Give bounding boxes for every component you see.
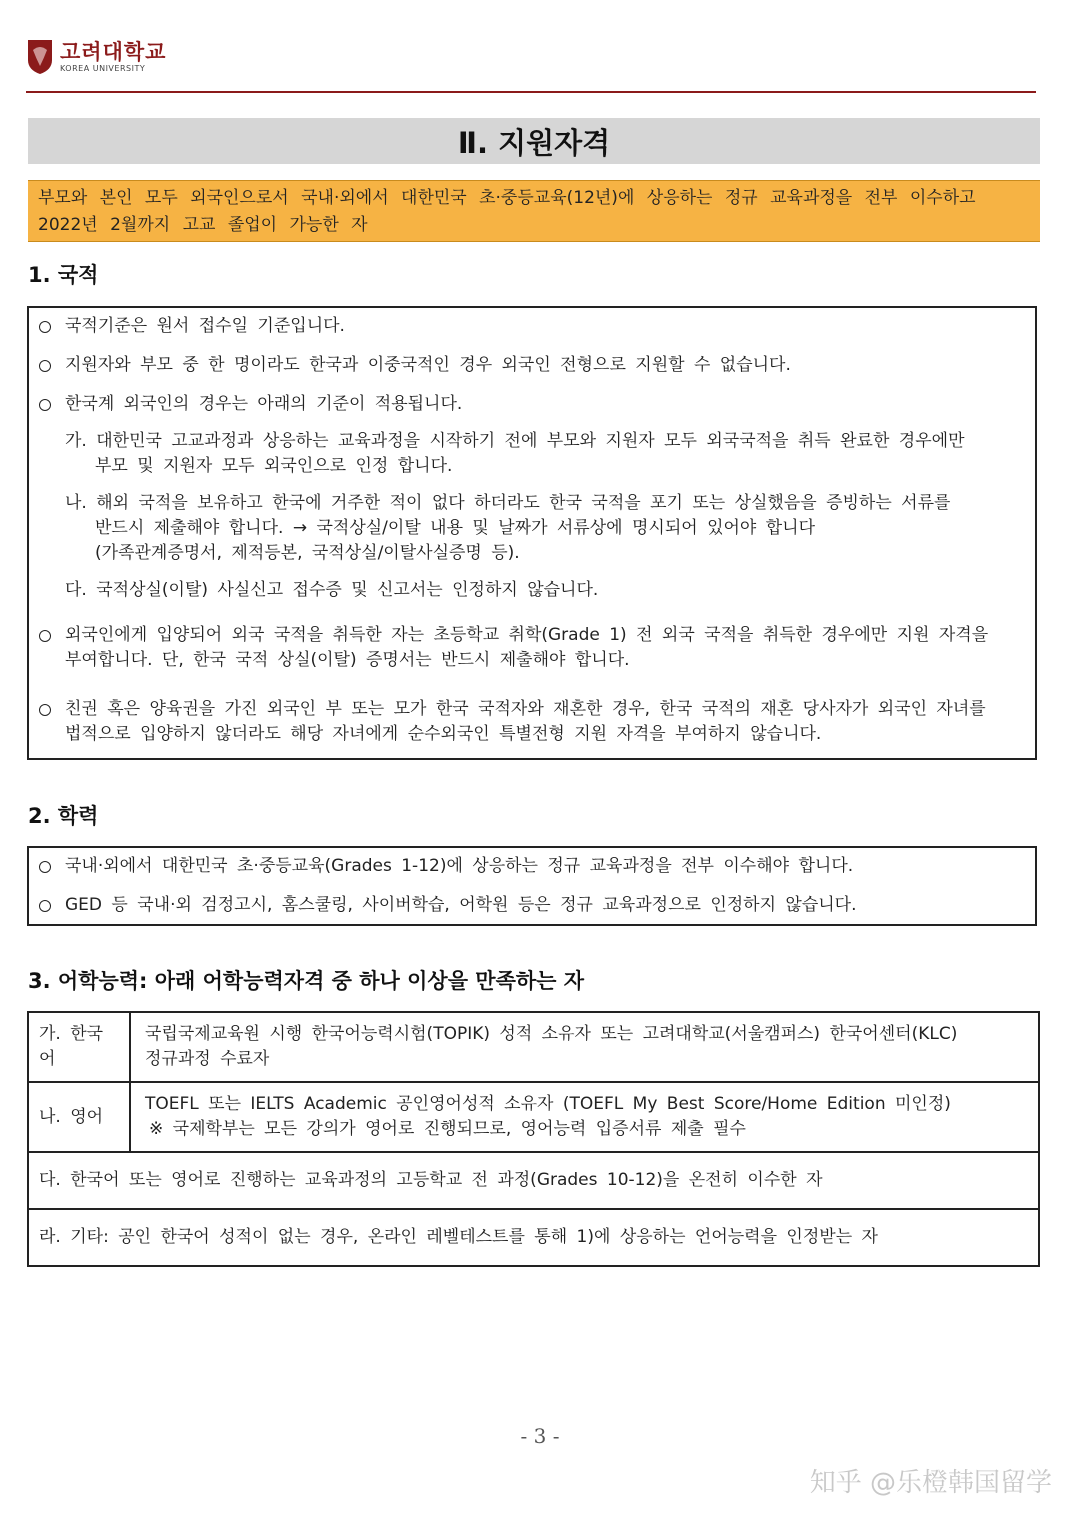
page-number: - 3 - xyxy=(520,1424,560,1448)
circle-bullet-icon xyxy=(39,861,51,873)
row-content: TOEFL 또는 IELTS Academic 공인영어성적 소유자 (TOEFL My Best Score/Home Edition 미인정) ※ 국제학부는 모든 강의가 영어로 진행되므로, 영어능력 입증서류 제출 필수 xyxy=(130,1082,1039,1152)
row-content: 라. 기타: 공인 한국어 성적이 없는 경우, 온라인 레벨테스트를 통해 1)에 상응하는 언어능력을 인정받는 자 xyxy=(28,1209,1039,1266)
table-row xyxy=(28,1209,1039,1266)
circle-bullet-icon xyxy=(39,630,51,642)
eligibility-summary-box xyxy=(28,180,1040,242)
list-item: 외국인에게 입양되어 외국 국적을 취득한 자는 초등학교 취학(Grade 1) 전 외국 국적을 취득한 경우에만 지원 자격을 부여합니다. 단, 한국 국적 상실(이탈) 증명서는 반드시 제출해야 합니다. xyxy=(39,623,1021,673)
sub-item-da: 다. 국적상실(이탈) 사실신고 접수증 및 신고서는 인정하지 않습니다. xyxy=(65,580,599,600)
section-2-heading: 2. 학력 xyxy=(28,804,99,828)
row-label: 가. 한국어 xyxy=(28,1012,130,1082)
table-row xyxy=(28,1082,1039,1152)
watermark-text: 知乎 @乐橙韩国留学 xyxy=(809,1468,1052,1498)
circle-bullet-icon xyxy=(39,321,51,333)
table-row xyxy=(28,1012,1039,1082)
tiger-crest-icon xyxy=(26,38,54,76)
sub-item-ga: 가. 대한민국 고교과정과 상응하는 교육과정을 시작하기 전에 부모와 지원자 모두 외국국적을 취득 완료한 경우에만 부모 및 지원자 모두 외국인으로 인정 합니다. xyxy=(65,431,965,476)
section-title-bar xyxy=(28,118,1040,164)
circle-bullet-icon xyxy=(39,704,51,716)
summary-line-1: 부모와 본인 모두 외국인으로서 국내·외에서 대한민국 초·중등교육(12년)에 상응하는 정규 교육과정을 전부 이수하고 xyxy=(38,188,976,208)
summary-line-2: 2022년 2월까지 고교 졸업이 가능한 자 xyxy=(38,215,368,235)
logo-korean-name: 고려대학교 xyxy=(60,40,167,64)
page-title: Ⅱ. 지원자격 xyxy=(457,125,611,160)
section-1-heading: 1. 국적 xyxy=(28,263,99,287)
row-content: 국립국제교육원 시행 한국어능력시험(TOPIK) 성적 소유자 또는 고려대학교(서울캠퍼스) 한국어센터(KLC) 정규과정 수료자 xyxy=(130,1012,1039,1082)
row-content: 다. 한국어 또는 영어로 진행하는 교육과정의 고등학교 전 과정(Grades 10-12)을 온전히 이수한 자 xyxy=(28,1152,1039,1209)
list-item: 친권 혹은 양육권을 가진 외국인 부 또는 모가 한국 국적자와 재혼한 경우, 한국 국적의 재혼 당사자가 외국인 자녀를 법적으로 입양하지 않더라도 해당 자녀에게 순수외국인 특별전형 지원 자격을 부여하지 않습니다. xyxy=(39,697,1021,747)
list-item: 국내·외에서 대한민국 초·중등교육(Grades 1-12)에 상응하는 정규 교육과정을 전부 이수해야 합니다. xyxy=(39,854,1021,879)
university-logo xyxy=(26,38,166,76)
logo-english-name: KOREA UNIVERSITY xyxy=(60,64,146,73)
table-row xyxy=(28,1152,1039,1209)
circle-bullet-icon xyxy=(39,900,51,912)
list-item: GED 등 국내·외 검정고시, 홈스쿨링, 사이버학습, 어학원 등은 정규 교육과정으로 인정하지 않습니다. xyxy=(39,893,1021,918)
list-item: 국적기준은 원서 접수일 기준입니다. xyxy=(39,314,1021,339)
education-box xyxy=(27,846,1037,926)
section-3-heading: 3. 어학능력: 아래 어학능력자격 중 하나 이상을 만족하는 자 xyxy=(28,969,585,993)
sub-item-na: 나. 해외 국적을 보유하고 한국에 거주한 적이 없다 하더라도 한국 국적을 포기 또는 상실했음을 증빙하는 서류를 반드시 제출해야 합니다. → 국적상실/이탈 내용 및 날짜가 서류상에 명시되어 있어야 합니다 (가족관계증명서, 제적등본, 국적상실/이탈사실증명 등). xyxy=(65,493,951,563)
circle-bullet-icon xyxy=(39,360,51,372)
list-item: 한국계 외국인의 경우는 아래의 기준이 적용됩니다. xyxy=(39,392,1021,417)
list-item: 지원자와 부모 중 한 명이라도 한국과 이중국적인 경우 외국인 전형으로 지원할 수 없습니다. xyxy=(39,353,1021,378)
row-label: 나. 영어 xyxy=(28,1082,130,1152)
language-requirements-table xyxy=(27,1011,1040,1267)
circle-bullet-icon xyxy=(39,399,51,411)
header-divider xyxy=(26,91,1036,93)
nationality-box xyxy=(27,306,1037,760)
